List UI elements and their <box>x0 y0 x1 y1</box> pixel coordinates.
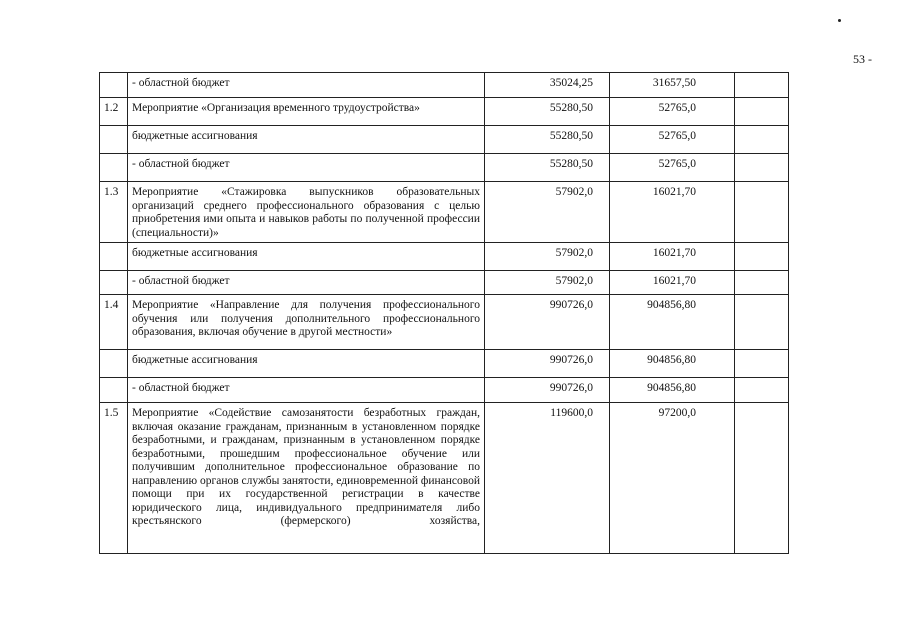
planned-amount: 55280,50 <box>485 126 610 154</box>
actual-amount: 31657,50 <box>610 73 735 98</box>
note-cell <box>735 350 789 378</box>
actual-amount: 904856,80 <box>610 295 735 350</box>
planned-amount: 57902,0 <box>485 182 610 243</box>
planned-amount: 35024,25 <box>485 73 610 98</box>
planned-amount: 990726,0 <box>485 350 610 378</box>
row-number: 1.4 <box>100 295 128 350</box>
row-number: 1.3 <box>100 182 128 243</box>
scan-speck <box>838 19 841 22</box>
table-row <box>100 73 789 98</box>
row-title: - областной бюджет <box>128 378 485 403</box>
row-number <box>100 73 128 98</box>
row-title: Мероприятие «Стажировка выпускников образовательных организаций среднего профессионального образования с целью приобретения ими опыта и навыков работы по полученной профессии (специальности)» <box>128 182 485 243</box>
table-row <box>100 154 789 182</box>
actual-amount: 904856,80 <box>610 350 735 378</box>
table-row <box>100 295 789 350</box>
table-row <box>100 243 789 271</box>
note-cell <box>735 378 789 403</box>
row-number <box>100 350 128 378</box>
actual-amount: 52765,0 <box>610 98 735 126</box>
row-number <box>100 154 128 182</box>
row-title: - областной бюджет <box>128 271 485 295</box>
row-title: - областной бюджет <box>128 73 485 98</box>
table-row <box>100 350 789 378</box>
row-number <box>100 271 128 295</box>
planned-amount: 119600,0 <box>485 403 610 554</box>
actual-amount: 16021,70 <box>610 243 735 271</box>
actual-amount: 16021,70 <box>610 182 735 243</box>
page-number: 53 - <box>853 52 872 66</box>
row-number <box>100 126 128 154</box>
actual-amount: 52765,0 <box>610 154 735 182</box>
actual-amount: 16021,70 <box>610 271 735 295</box>
note-cell <box>735 154 789 182</box>
row-number <box>100 243 128 271</box>
planned-amount: 55280,50 <box>485 98 610 126</box>
planned-amount: 990726,0 <box>485 378 610 403</box>
row-title: Мероприятие «Содействие самозанятости безработных граждан, включая оказание гражданам, признанным в установленном порядке безработными, и гражданам, признанным в установленном порядке безработными, прошедшим профессиональное обучение или получившим дополнительное профессиональное образование по направлению органов службы занятости, единовременной финансовой помощи при их государственной регистрации в качестве юридического лица, индивидуального предпринимателя либо крестьянского (фермерского) хозяйства, <box>128 403 485 554</box>
note-cell <box>735 403 789 554</box>
planned-amount: 990726,0 <box>485 295 610 350</box>
note-cell <box>735 271 789 295</box>
row-title: бюджетные ассигнования <box>128 350 485 378</box>
note-cell <box>735 182 789 243</box>
row-number <box>100 378 128 403</box>
row-title: Мероприятие «Направление для получения профессионального обучения или получения дополнительного профессионального образования, включая обучение в другой местности» <box>128 295 485 350</box>
table-row <box>100 271 789 295</box>
planned-amount: 55280,50 <box>485 154 610 182</box>
actual-amount: 52765,0 <box>610 126 735 154</box>
table-row <box>100 403 789 554</box>
table-row <box>100 378 789 403</box>
row-title: Мероприятие «Организация временного трудоустройства» <box>128 98 485 126</box>
row-title: бюджетные ассигнования <box>128 126 485 154</box>
row-number: 1.2 <box>100 98 128 126</box>
row-title: бюджетные ассигнования <box>128 243 485 271</box>
note-cell <box>735 295 789 350</box>
row-title: - областной бюджет <box>128 154 485 182</box>
note-cell <box>735 243 789 271</box>
note-cell <box>735 73 789 98</box>
budget-table <box>99 72 789 554</box>
table-row <box>100 182 789 243</box>
actual-amount: 904856,80 <box>610 378 735 403</box>
table-row <box>100 126 789 154</box>
row-number: 1.5 <box>100 403 128 554</box>
planned-amount: 57902,0 <box>485 271 610 295</box>
table-row <box>100 98 789 126</box>
actual-amount: 97200,0 <box>610 403 735 554</box>
note-cell <box>735 98 789 126</box>
planned-amount: 57902,0 <box>485 243 610 271</box>
note-cell <box>735 126 789 154</box>
